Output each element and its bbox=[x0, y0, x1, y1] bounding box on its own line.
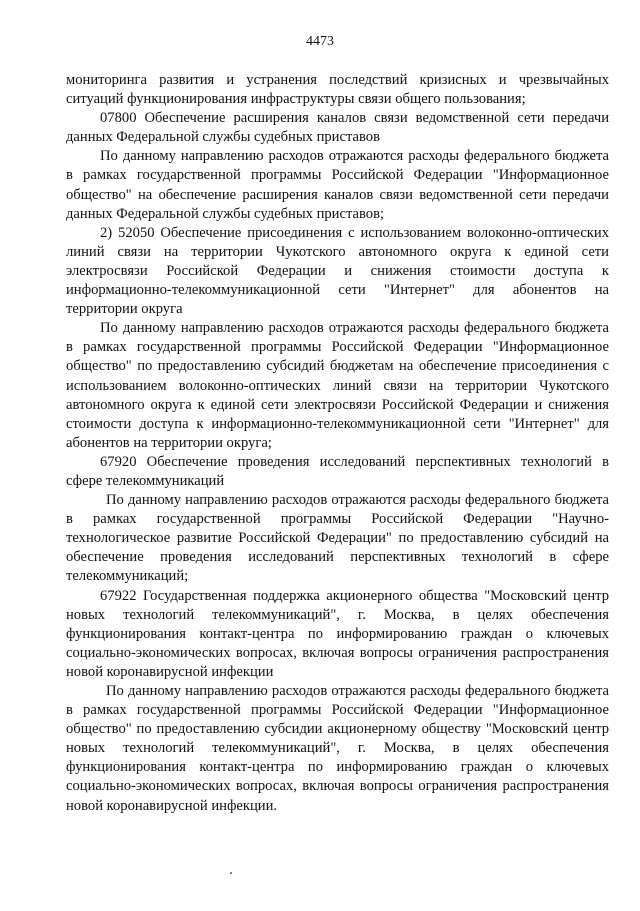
document-body bbox=[66, 71, 609, 816]
paragraph: мониторинга развития и устранения последствий кризисных и чрезвычайных ситуаций функционирования инфраструктуры связи общего пользования; bbox=[66, 72, 609, 108]
page-number: 4473 bbox=[306, 34, 334, 49]
paragraph: 2) 52050 Обеспечение присоединения с использованием волоконно-оптических линий связи на территории Чукотского автономного округа к единой сети электросвязи Российской Федерации и снижения стоимости доступа к информационно-телекоммуникационной сети "Интернет" для абонентов на территории округа bbox=[66, 224, 609, 318]
paragraph: 07800 Обеспечение расширения каналов связи ведомственной сети передачи данных Федеральной службы судебных приставов bbox=[66, 110, 609, 146]
paragraph: По данному направлению расходов отражаются расходы федерального бюджета в рамках государственной программы Российской Федерации "Информационное общество" по предоставлению субсидий бюджетам на обеспечение присоединения с использованием волоконно-оптических линий связи на территории Чукотского автономного округа к единой сети электросвязи Российской Федерации и снижения стоимости доступа к информационно-телекоммуникационной сети "Интернет" для абонентов на территории округа; bbox=[66, 320, 609, 451]
paragraph: По данному направлению расходов отражаются расходы федерального бюджета в рамках государственной программы Российской Федерации "Информационное общество" на обеспечение расширения каналов связи ведомственной сети передачи данных Федеральной службы судебных приставов; bbox=[66, 148, 609, 222]
paragraph: 67920 Обеспечение проведения исследований перспективных технологий в сфере телекоммуникаций bbox=[66, 453, 609, 489]
paragraph: 67922 Государственная поддержка акционерного общества "Московский центр новых технологий телекоммуникаций", г. Москва, в целях обеспечения функционирования контакт-центра по информированию граждан о ключевых социально-экономических вопросах, включая вопросы ограничения распространения новой коронавирусной инфекции bbox=[66, 587, 609, 680]
paragraph: По данному направлению расходов отражаются расходы федерального бюджета в рамках государственной программы Российской Федерации "Научно-технологическое развитие Российской Федерации" по предоставлению субсидий на обеспечение проведения исследований перспективных технологий в сфере телекоммуникаций; bbox=[66, 492, 609, 585]
paragraph: По данному направлению расходов отражаются расходы федерального бюджета в рамках государственной программы Российской Федерации "Информационное общество" по предоставлению субсидии акционерному обществу "Московский центр новых технологий телекоммуникаций", г. Москва, в целях обеспечения функционирования контакт-центра по информированию граждан о ключевых социально-экономических вопросах, включая вопросы ограничения распространения новой коронавирусной инфекции. bbox=[66, 683, 609, 814]
scan-speck bbox=[230, 872, 232, 874]
